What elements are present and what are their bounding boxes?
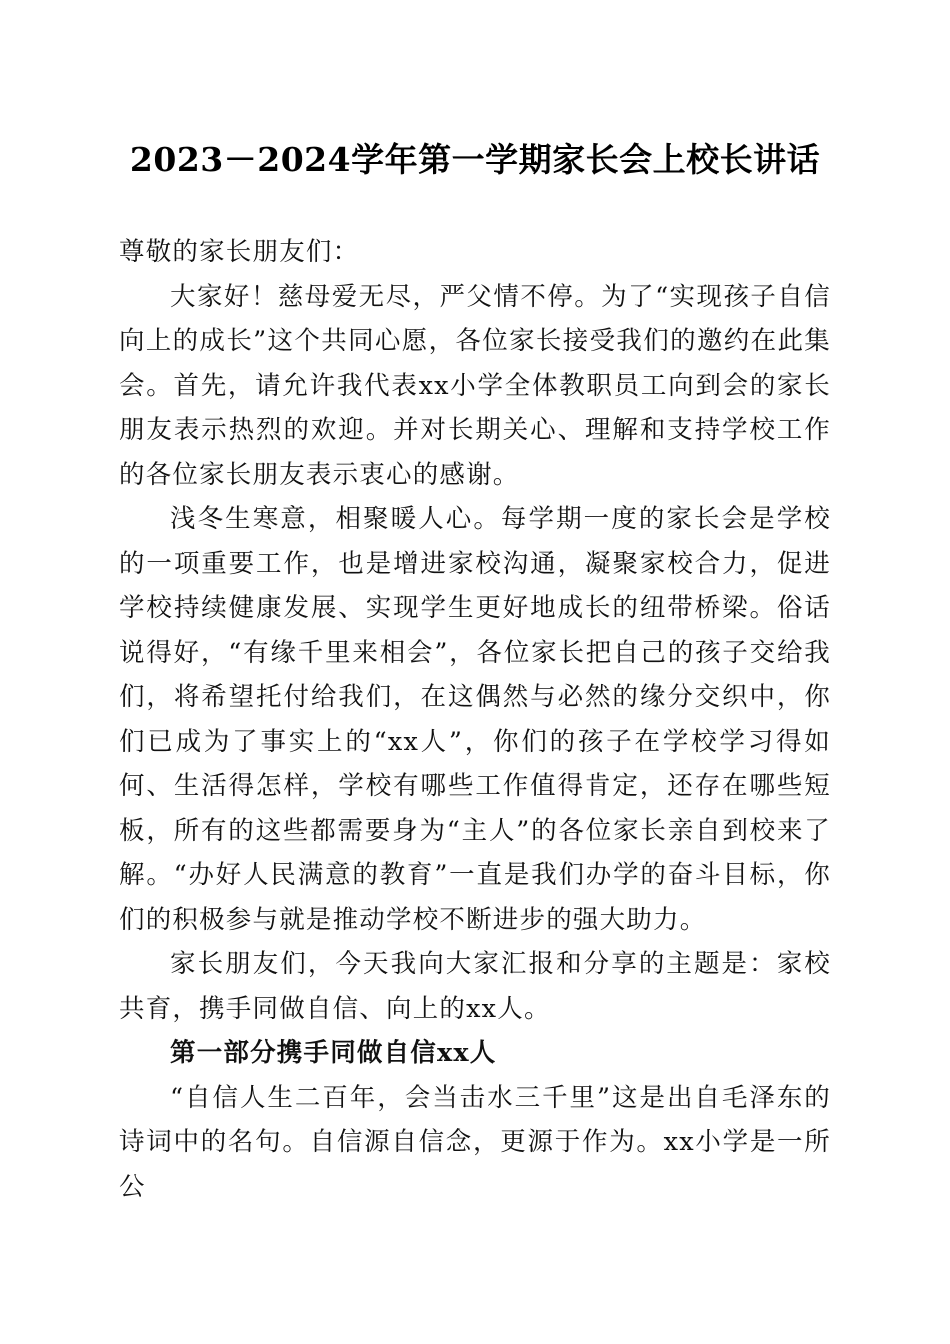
document-title: 2023－2024学年第一学期家长会上校长讲话 xyxy=(129,140,821,179)
paragraph-meeting-importance: 浅冬生寒意，相聚暖人心。每学期一度的家长会是学校的一项重要工作，也是增进家校沟通，凝聚家校合力，促进学校持续健康发展、实现学生更好地成长的纽带桥梁。俗话说得好，“有缘千里来相会”，各位家长把自己的孩子交给我们，将希望托付给我们，在这偶然与必然的缘分交织中，你们已成为了事实上的“xx人”，你们的孩子在学校学习得如何、生活得怎样，学校有哪些工作值得肯定，还存在哪些短板，所有的这些都需要身为“主人”的各位家长亲自到校来了解。“办好人民满意的教育”一直是我们办学的奋斗目标，你们的积极参与就是推动学校不断进步的强大助力。 xyxy=(119,504,831,935)
document-body xyxy=(119,230,831,1209)
salutation: 尊敬的家长朋友们： xyxy=(119,237,360,267)
paragraph-welcome: 大家好！慈母爱无尽，严父情不停。为了“实现孩子自信向上的成长”这个共同心愿，各位家长接受我们的邀约在此集会。首先，请允许我代表xx小学全体教职员工向到会的家长朋友表示热烈的欢迎。并对长期关心、理解和支持学校工作的各位家长朋友表示衷心的感谢。 xyxy=(119,281,831,490)
paragraph-theme: 家长朋友们，今天我向大家汇报和分享的主题是：家校共育，携手同做自信、向上的xx人。 xyxy=(119,949,831,1024)
section-heading: 第一部分携手同做自信xx人 xyxy=(170,1038,497,1068)
paragraph-section-one: “自信人生二百年，会当击水三千里”这是出自毛泽东的诗词中的名句。自信源自信念，更源于作为。xx小学是一所公 xyxy=(119,1082,831,1202)
